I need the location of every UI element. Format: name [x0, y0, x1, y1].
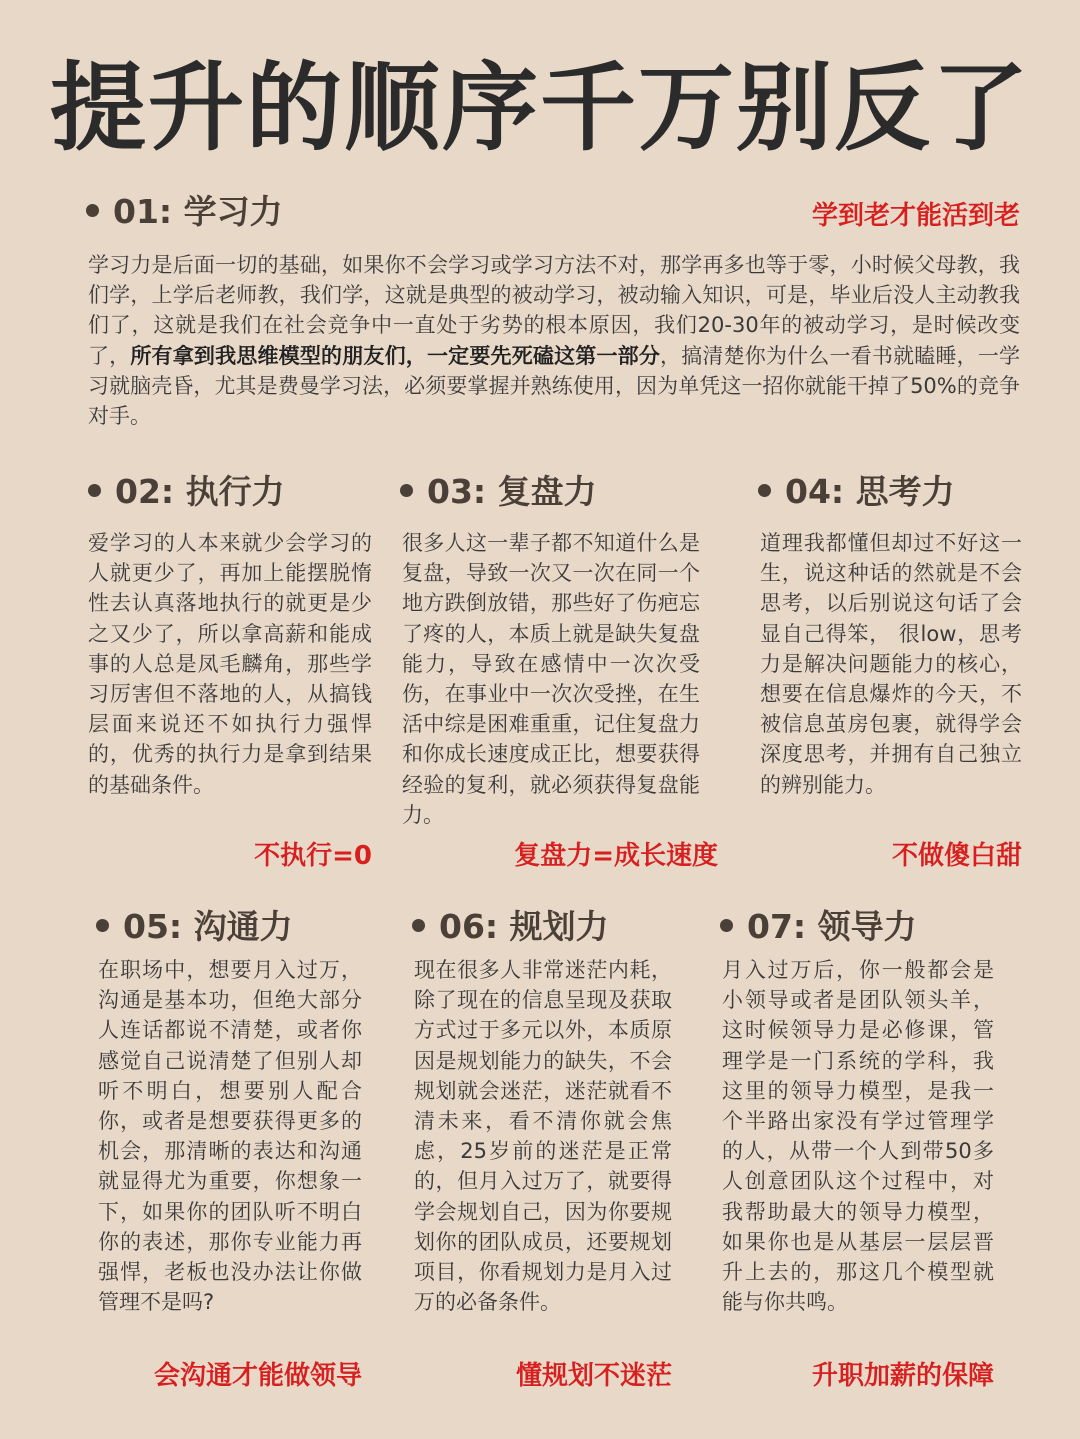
section-heading-label: 03: 复盘力 [427, 472, 597, 511]
section-body-03: 很多人这一辈子都不知道什么是复盘，导致一次又一次在同一个地方跌倒放错，那些好了伤疤忘了疼的人，本质上就是缺失复盘能力，导致在感情中一次次受伤，在事业中一次次受挫，在生活中综是困难重重，记住复盘力和你成长速度成正比，想要获得经验的复利，就必须获得复盘能力。 [402, 531, 700, 827]
section-heading-01 [86, 190, 283, 234]
section-heading-label: 06: 规划力 [439, 907, 609, 946]
bullet-dot-icon [400, 484, 413, 497]
section-tagline-03: 复盘力=成长速度 [514, 841, 718, 871]
section-heading-label: 04: 思考力 [785, 472, 955, 511]
section-body-04: 道理我都懂但却过不好这一生，说这种话的然就是不会思考，以后别说这句话了会显自己得笨， 很low，思考力是解决问题能力的核心，想要在信息爆炸的今天，不被信息茧房包裹，就得学会深度思考，并拥有自己独立的辨别能力。 [760, 531, 1022, 797]
bullet-dot-icon [96, 919, 109, 932]
section-heading-label: 07: 领导力 [747, 907, 917, 946]
section-heading-label: 01: 学习力 [113, 192, 283, 231]
body-text-bold: 所有拿到我思维模型的朋友们，一定要先死磕这第一部分 [130, 343, 661, 368]
section-heading-label: 02: 执行力 [115, 472, 285, 511]
section-body-02: 爱学习的人本来就少会学习的人就更少了，再加上能摆脱惰性去认真落地执行的就更是少之又少了，所以拿高薪和能成事的人总是凤毛麟角，那些学习厉害但不落地的人，从搞钱层面来说还不如执行力强悍的，优秀的执行力是拿到结果的基础条件。 [88, 531, 372, 797]
section-tagline-06: 懂规划不迷茫 [515, 1361, 672, 1391]
bullet-dot-icon [86, 204, 99, 217]
section-body-05: 在职场中，想要月入过万，沟通是基本功，但绝大部分人连话都说不清楚，或者你感觉自己说清楚了但别人却听不明白，想要别人配合你，或者是想要获得更多的机会，那清晰的表达和沟通就显得尤为重要，你想象一下，如果你的团队听不明白你的表述，那你专业能力再强悍，老板也没办法让你做管理不是吗? [98, 958, 362, 1315]
section-heading-03 [400, 470, 597, 514]
section-body-01 [88, 250, 1020, 431]
page-title: 提升的顺序千万别反了 [50, 52, 1030, 164]
section-heading-02 [88, 470, 285, 514]
body-text: 学习力是后面一切的基础，如果你不会学习或学习方法不对，那学再多也等于零，小时候父母教，我们学，上学后老师教，我们学，这就是典型的被动学习，被动输入知识，可是，毕业后没人主动教我们了，这就是我们在社会竞争中一直处于劣势的根本原因，我们20-30年的被动学习，是时候改变了， [88, 253, 1020, 368]
section-body-07: 月入过万后，你一般都会是小领导或者是团队领头羊，这时候领导力是必修课，管理学是一门系统的学科，我这里的领导力模型，是我一个半路出家没有学过管理学的人，从带一个人到带50多人创意团队这个过程中，对我帮助最大的领导力模型，如果你也是从基层一层层晋升上去的，那这几个模型就能与你共鸣。 [722, 958, 994, 1315]
section-tagline-07: 升职加薪的保障 [811, 1361, 994, 1391]
section-tagline-05: 会沟通才能做领导 [153, 1361, 362, 1391]
bullet-dot-icon [720, 919, 733, 932]
section-tagline-02: 不执行=0 [254, 841, 372, 871]
section-tagline-04: 不做傻白甜 [891, 841, 1022, 871]
section-heading-07 [720, 905, 917, 949]
body-text: ，搞清楚你为什么一看书就瞌睡，一学习就脑壳昏，尤其是费曼学习法，必须要掌握并熟练使用，因为单凭这一招你就能干掉了50%的竞争对手。 [88, 343, 1021, 429]
section-heading-04 [758, 470, 955, 514]
section-heading-label: 05: 沟通力 [123, 907, 293, 946]
bullet-dot-icon [758, 484, 771, 497]
section-tagline-01: 学到老才能活到老 [811, 201, 1020, 231]
bullet-dot-icon [88, 484, 101, 497]
section-heading-06 [412, 905, 609, 949]
section-body-06: 现在很多人非常迷茫内耗，除了现在的信息呈现及获取方式过于多元以外，本质原因是规划能力的缺失，不会规划就会迷茫，迷茫就看不清未来，看不清你就会焦虑，25岁前的迷茫是正常的，但月入过万了，就要得学会规划自己，因为你要规划你的团队成员，还要规划项目，你看规划力是月入过万的必备条件。 [414, 958, 672, 1315]
bullet-dot-icon [412, 919, 425, 932]
section-heading-05 [96, 905, 293, 949]
